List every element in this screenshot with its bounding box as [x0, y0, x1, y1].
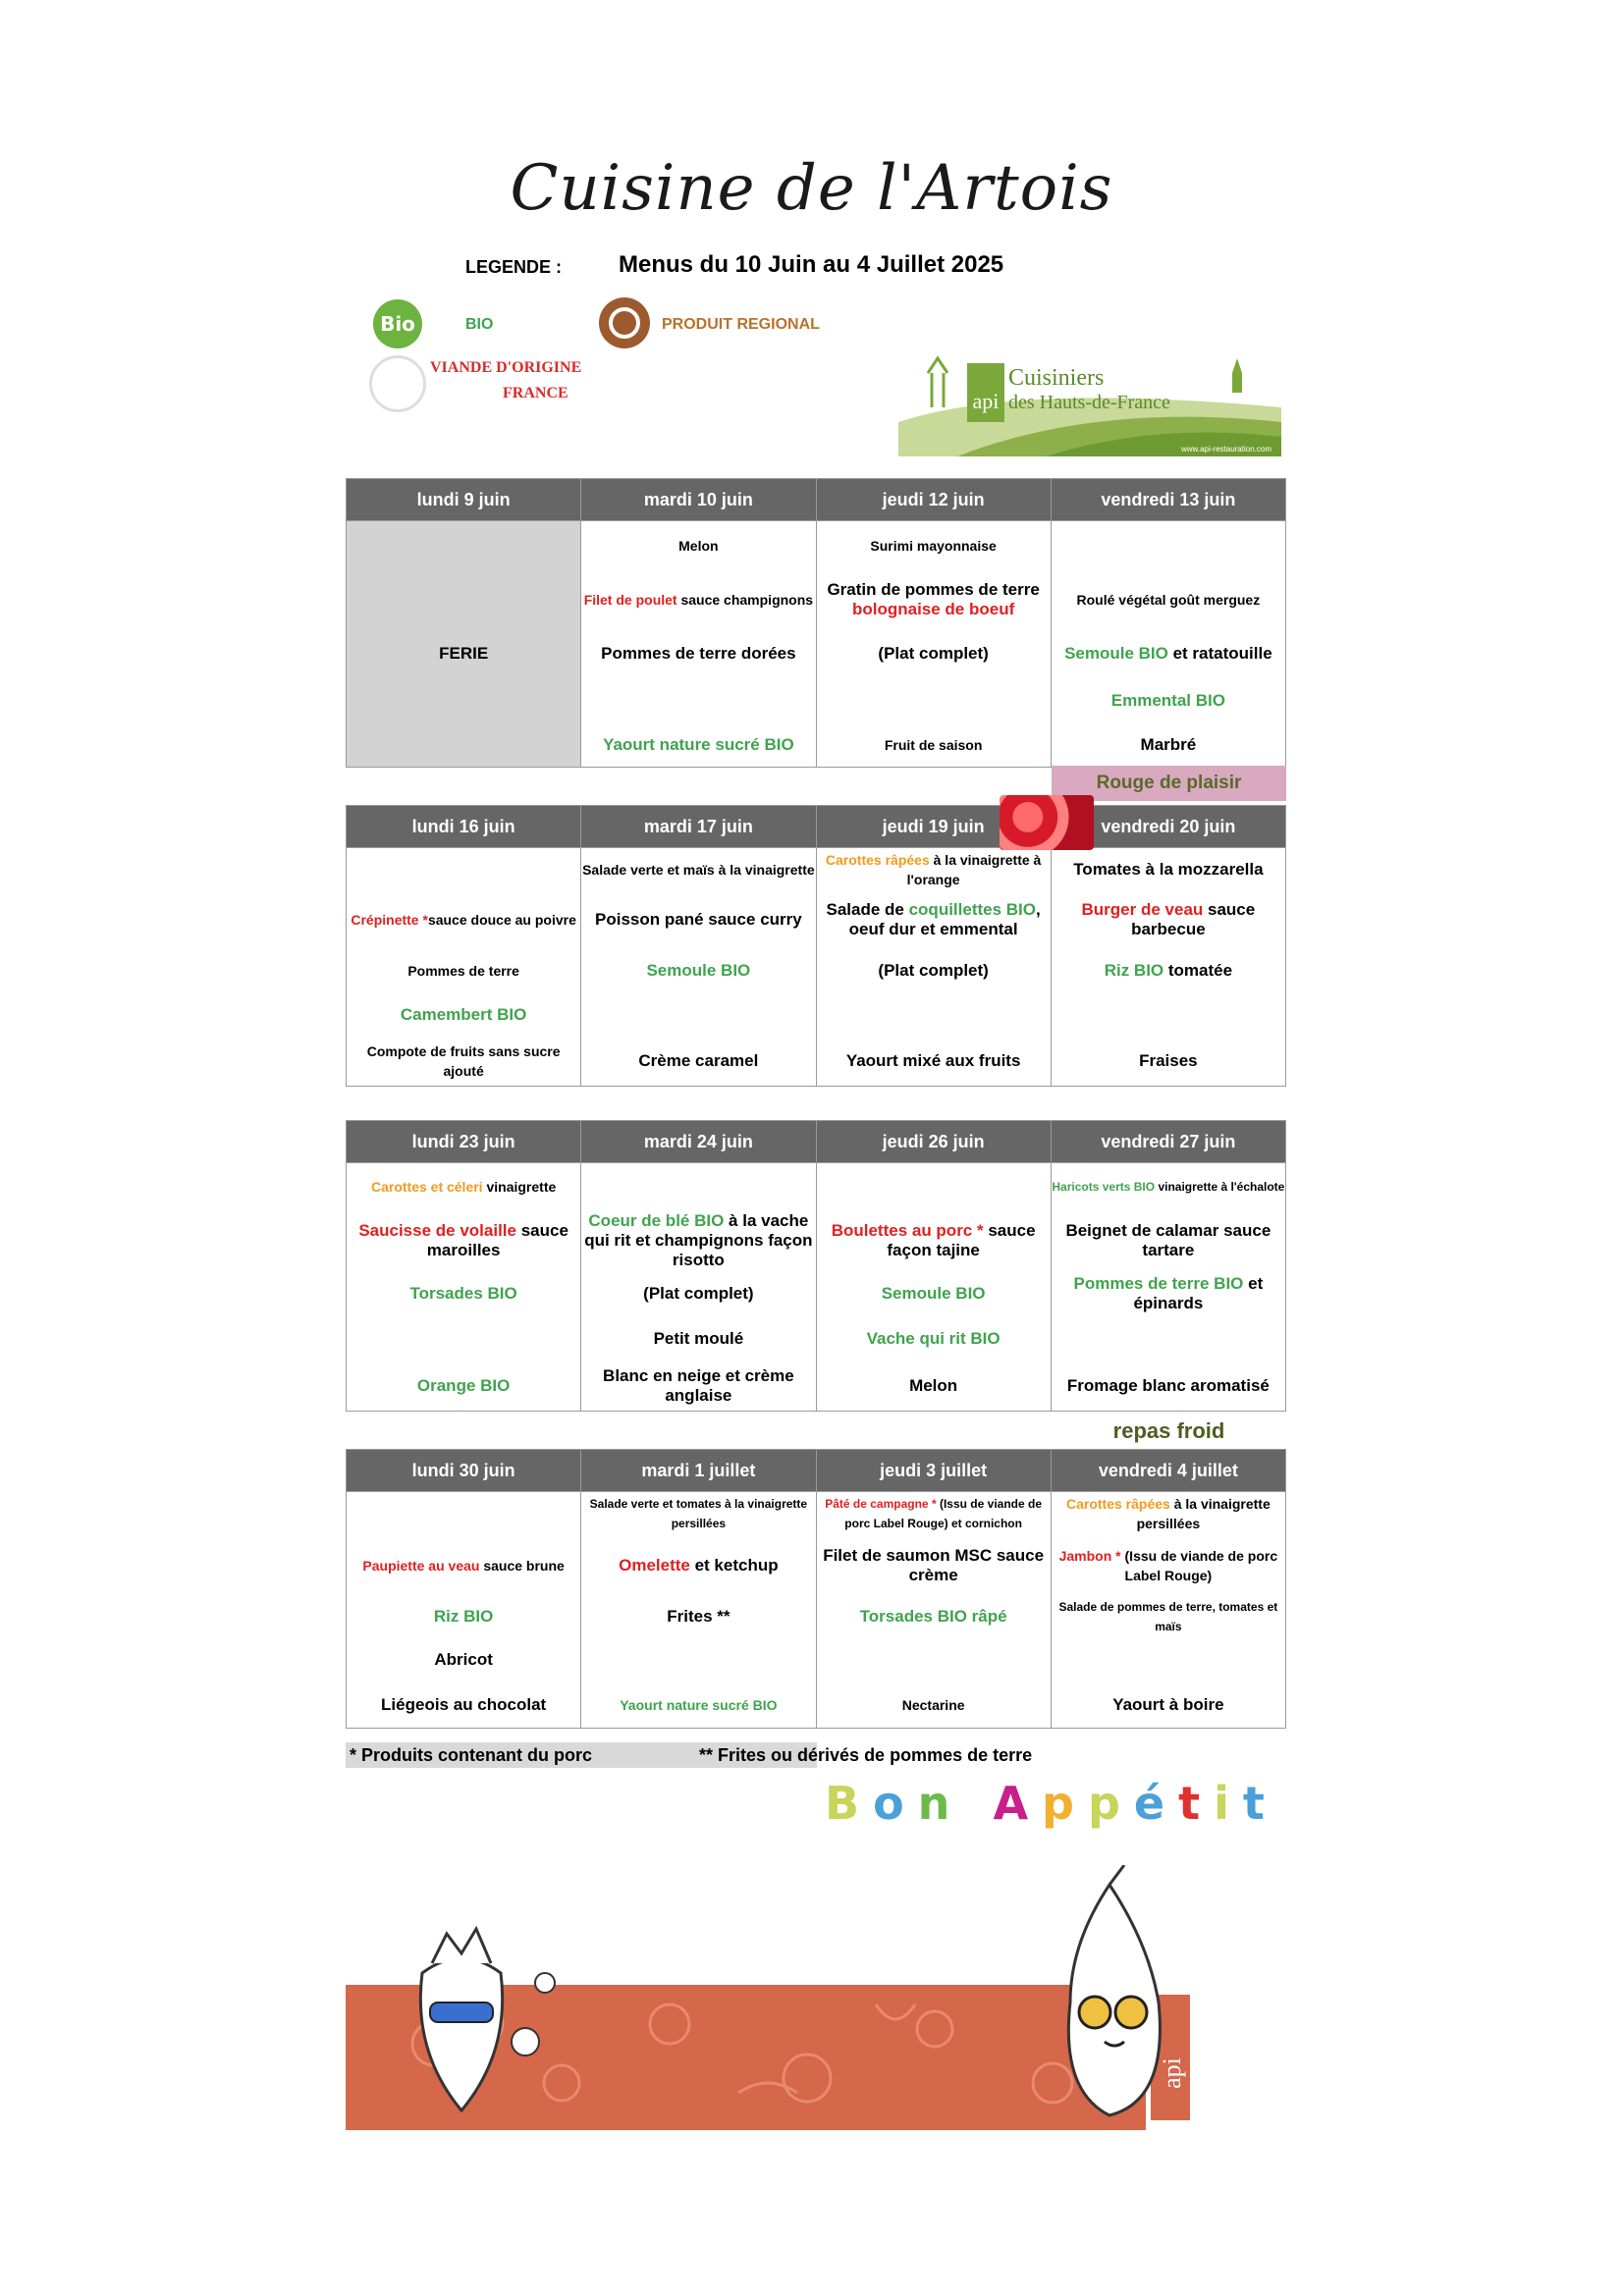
menu-item-text: Emmental BIO	[1110, 691, 1225, 710]
menu-item-text: Pommes de terre dorées	[601, 644, 796, 663]
menu-item	[581, 848, 815, 891]
menu-item	[347, 1037, 580, 1086]
menu-item	[1052, 1492, 1285, 1535]
day-menu	[1051, 1163, 1285, 1412]
day-header: vendredi 4 juillet	[1051, 1450, 1285, 1492]
menu-item	[347, 891, 580, 948]
menu-item	[347, 948, 580, 993]
bon-appetit-letter: A	[993, 1777, 1043, 1830]
menu-item-text: Salade verte et tomates à la vinaigrette persillées	[589, 1497, 808, 1530]
bon-appetit-letter	[963, 1777, 993, 1830]
menu-item	[581, 1535, 815, 1596]
menu-item	[581, 629, 815, 678]
day-menu	[1051, 848, 1285, 1087]
footnote-fries: ** Frites ou dérivés de pommes de terre	[699, 1745, 1033, 1765]
menu-item-text: Nectarine	[901, 1697, 965, 1713]
menu-item	[581, 948, 815, 993]
bon-appetit-letter: B	[825, 1777, 874, 1830]
menu-item	[1052, 1271, 1285, 1316]
menu-item-text: bolognaise de boeuf	[851, 600, 1015, 618]
menu-item-text: , oeuf dur et emmental	[848, 900, 1041, 938]
menu-item-text: Burger de veau	[1081, 900, 1204, 919]
day-menu	[347, 521, 581, 768]
menu-item-text: Yaourt à boire	[1112, 1695, 1224, 1714]
menu-item	[817, 1637, 1051, 1682]
day-menu	[347, 848, 581, 1087]
menu-item-text: Semoule BIO	[646, 961, 751, 980]
menu-item-text: Salade de pommes de terre, tomates et maïs	[1058, 1600, 1278, 1633]
logo-brand: api	[972, 389, 1000, 413]
menu-item-text: Beignet de calamar sauce tartare	[1065, 1221, 1271, 1259]
bon-appetit-letter: t	[1178, 1777, 1215, 1830]
menu-item	[347, 1362, 580, 1411]
menu-item	[1052, 993, 1285, 1037]
day-menu	[581, 521, 816, 768]
menu-item-text: et ratatouille	[1167, 644, 1272, 663]
day-menu	[347, 1492, 581, 1729]
menu-item	[581, 1682, 815, 1728]
menu-item	[817, 521, 1051, 570]
day-menu	[816, 1163, 1051, 1412]
menu-item-text: sauce barbecue	[1131, 900, 1256, 938]
menu-item-text: sauce maroilles	[426, 1221, 568, 1259]
regional-product-icon	[599, 297, 650, 348]
menu-item	[817, 1163, 1051, 1210]
menu-item-text: Semoule BIO	[881, 1284, 986, 1303]
menu-item	[1052, 1682, 1285, 1728]
day-header: mardi 1 juillet	[581, 1450, 816, 1492]
day-menu	[347, 1163, 581, 1412]
menu-item	[817, 1271, 1051, 1316]
menu-item-text: Torsades BIO râpé	[859, 1607, 1007, 1626]
menu-item	[817, 1037, 1051, 1086]
menu-item	[581, 1037, 815, 1086]
menu-item	[347, 1271, 580, 1316]
menu-item	[1052, 1163, 1285, 1210]
menu-week-1	[346, 478, 1286, 768]
menu-item-text: Carottes râpées	[825, 852, 930, 868]
menu-item	[581, 1271, 815, 1316]
menu-item	[347, 1163, 580, 1210]
menu-item	[347, 629, 580, 678]
menu-item-text: Semoule BIO	[1064, 644, 1168, 663]
logo-url: www.api-restauration.com	[1180, 445, 1271, 454]
menu-item	[347, 1682, 580, 1728]
menu-item-text: Salade verte et maïs à la vinaigrette	[582, 862, 815, 878]
menu-item-text: Orange BIO	[416, 1376, 511, 1395]
menu-item	[581, 1492, 815, 1535]
menu-item-text: Petit moulé	[653, 1329, 744, 1348]
menu-item-text: Pommes de terre BIO	[1073, 1274, 1244, 1293]
menu-item	[817, 1492, 1051, 1535]
menu-item-text: sauce douce au poivre	[427, 912, 576, 928]
menu-item-text: et ketchup	[689, 1556, 779, 1575]
menu-item	[817, 1316, 1051, 1362]
menu-week-2	[346, 805, 1286, 1087]
menu-item-text: sauce brune	[479, 1558, 565, 1574]
menu-item-text: Saucisse de volaille	[358, 1221, 516, 1240]
menu-item	[817, 1535, 1051, 1596]
menu-item-text: Jambon *	[1058, 1548, 1121, 1564]
menu-item	[581, 1362, 815, 1411]
legend-bio: BIO	[465, 316, 494, 333]
menu-item-text: Fromage blanc aromatisé	[1066, 1376, 1270, 1395]
menu-item-text: Yaourt mixé aux fruits	[845, 1051, 1021, 1070]
menu-item-text: Poisson pané sauce curry	[595, 910, 802, 929]
menu-item	[347, 1596, 580, 1637]
bon-appetit-letter: o	[873, 1777, 918, 1830]
menu-item-text: Carottes et céleri	[370, 1179, 483, 1195]
menu-item-text: Salade de	[826, 900, 909, 919]
menu-item	[817, 723, 1051, 767]
menu-item	[581, 1316, 815, 1362]
menu-item	[1052, 948, 1285, 993]
menu-item	[1052, 1535, 1285, 1596]
menu-item	[817, 993, 1051, 1037]
bon-appetit-letter: t	[1242, 1777, 1278, 1830]
menu-item-text: vinaigrette	[482, 1179, 557, 1195]
menu-item	[817, 1210, 1051, 1271]
footnote-pork: * Produits contenant du porc	[350, 1745, 593, 1765]
day-menu	[581, 848, 816, 1087]
menu-item	[1052, 570, 1285, 629]
menu-item	[1052, 678, 1285, 723]
bon-appetit	[825, 1777, 1278, 1830]
menu-item-text: vinaigrette à l'échalote	[1155, 1180, 1285, 1194]
menu-item-text: Yaourt nature sucré BIO	[603, 735, 794, 754]
menu-item	[817, 678, 1051, 723]
menu-item-text: FERIE	[439, 644, 489, 663]
menu-item	[347, 1637, 580, 1682]
menu-item-text: Riz BIO	[433, 1607, 494, 1626]
menu-item-text: Crépinette *	[351, 912, 428, 928]
menu-item-text: (Plat complet)	[878, 961, 989, 980]
strawberry-illustration	[363, 1895, 560, 2130]
menu-item	[817, 948, 1051, 993]
bon-appetit-letter: p	[1042, 1777, 1088, 1830]
menu-item-text: Roulé végétal goût merguez	[1076, 592, 1261, 608]
menu-item	[817, 1682, 1051, 1728]
menu-item	[347, 848, 580, 891]
menu-item	[1052, 629, 1285, 678]
day-header: mardi 24 juin	[581, 1121, 816, 1163]
menu-item	[1052, 1210, 1285, 1271]
menu-item-text: Compote de fruits sans sucre ajouté	[366, 1043, 561, 1079]
menu-item-text: (Issu de viande de porc Label Rouge) et cornichon	[844, 1497, 1042, 1530]
menu-item	[1052, 723, 1285, 767]
menu-item	[581, 1637, 815, 1682]
menu-item	[817, 1362, 1051, 1411]
menu-item	[817, 1596, 1051, 1637]
menu-item	[1052, 1637, 1285, 1682]
menu-item-text: Filet de poulet	[583, 592, 677, 608]
day-header: mardi 17 juin	[581, 806, 816, 848]
menu-item	[347, 1535, 580, 1596]
menu-item	[581, 678, 815, 723]
france-flag-icon	[369, 355, 426, 412]
menu-item	[347, 570, 580, 629]
day-menu	[1051, 1492, 1285, 1729]
menu-item	[1052, 1596, 1285, 1637]
day-header: jeudi 19 juin	[816, 806, 1051, 848]
menu-item	[1052, 1037, 1285, 1086]
menu-item	[581, 1163, 815, 1210]
menu-item	[1052, 891, 1285, 948]
menu-item	[817, 629, 1051, 678]
bon-appetit-letter: n	[917, 1777, 964, 1830]
page-title: Cuisine de l'Artois	[510, 152, 1113, 225]
day-menu	[581, 1492, 816, 1729]
repas-froid-tag: repas froid	[1112, 1418, 1225, 1443]
menu-item	[1052, 521, 1285, 570]
menu-item-text: tomatée	[1163, 961, 1233, 980]
menu-item	[347, 1210, 580, 1271]
menu-item	[581, 1210, 815, 1271]
menu-item	[347, 1316, 580, 1362]
menu-item-text: sauce champignons	[676, 592, 814, 608]
menu-item	[817, 570, 1051, 629]
menu-item	[347, 678, 580, 723]
menu-item-text: Torsades BIO	[409, 1284, 517, 1303]
menu-item-text: Surimi mayonnaise	[870, 538, 997, 554]
legend-regional: PRODUIT REGIONAL	[662, 316, 820, 333]
day-header: lundi 9 juin	[347, 479, 581, 521]
bon-appetit-letter: é	[1133, 1777, 1179, 1830]
menu-item-text: Carottes râpées	[1065, 1496, 1170, 1512]
menu-item-text: Liégeois au chocolat	[381, 1695, 547, 1714]
menu-item-text: Blanc en neige et crème anglaise	[603, 1366, 794, 1405]
menu-item-text: à la vinaigrette à l'orange	[906, 852, 1042, 887]
menu-item	[581, 570, 815, 629]
bon-appetit-letter: p	[1087, 1777, 1134, 1830]
menu-item-text: (Plat complet)	[643, 1284, 754, 1303]
menu-item-text: et épinards	[1133, 1274, 1264, 1312]
menu-week-4	[346, 1449, 1286, 1729]
day-header: mardi 10 juin	[581, 479, 816, 521]
day-menu	[1051, 521, 1285, 768]
menu-item	[581, 993, 815, 1037]
banner-brand: api	[1158, 2057, 1186, 2089]
menu-item-text: Yaourt nature sucré BIO	[620, 1697, 778, 1713]
day-header: lundi 23 juin	[347, 1121, 581, 1163]
menu-item-text: Gratin de pommes de terre	[827, 580, 1040, 599]
day-header: jeudi 3 juillet	[816, 1450, 1051, 1492]
menu-item	[1052, 1316, 1285, 1362]
pear-illustration	[1011, 1865, 1208, 2130]
menu-item	[347, 521, 580, 570]
menu-item-text: Vache qui rit BIO	[866, 1329, 1001, 1348]
legend-label: LEGENDE :	[465, 257, 563, 277]
legend-origin-line1: VIANDE D'ORIGINE	[430, 359, 582, 376]
menu-item-text: Marbré	[1140, 735, 1197, 754]
day-header: vendredi 13 juin	[1051, 479, 1285, 521]
menu-period: Menus du 10 Juin au 4 Juillet 2025	[619, 251, 1004, 278]
menu-item-text: Melon	[678, 538, 719, 554]
logo-line1: Cuisiniers	[1008, 365, 1105, 391]
menu-item	[581, 723, 815, 767]
menu-item-text: coquillettes BIO	[908, 900, 1037, 919]
day-menu	[816, 848, 1051, 1087]
menu-item-text: Abricot	[434, 1650, 493, 1669]
menu-item-text: Omelette	[619, 1556, 690, 1575]
day-menu	[581, 1163, 816, 1412]
menu-item-text: Haricots verts BIO	[1052, 1180, 1156, 1194]
menu-item	[1052, 1362, 1285, 1411]
day-header: vendredi 20 juin	[1051, 806, 1285, 848]
menu-item	[347, 993, 580, 1037]
rouge-de-plaisir-tag: Rouge de plaisir	[1052, 766, 1286, 801]
menu-item-text: Filet de saumon MSC sauce crème	[823, 1546, 1045, 1584]
menu-item-text: Paupiette au veau	[362, 1558, 480, 1574]
menu-item	[347, 1492, 580, 1535]
day-header: jeudi 12 juin	[816, 479, 1051, 521]
menu-item-text: Crème caramel	[638, 1051, 759, 1070]
day-menu	[816, 1492, 1051, 1729]
menu-item	[817, 848, 1051, 891]
menu-item-text: Melon	[909, 1376, 958, 1395]
day-header: jeudi 26 juin	[816, 1121, 1051, 1163]
menu-item-text: Coeur de blé BIO	[588, 1211, 725, 1230]
menu-item-text: Pâté de campagne *	[825, 1497, 937, 1511]
api-cuisiniers-logo	[898, 353, 1281, 456]
menu-item-text: à la vinaigrette persillées	[1136, 1496, 1271, 1531]
bio-icon: Bio	[373, 299, 422, 348]
menu-item	[1052, 848, 1285, 891]
menu-item-text: à la vache qui rit et champignons façon risotto	[584, 1211, 813, 1269]
menu-item-text: Fraises	[1139, 1051, 1198, 1070]
day-header: lundi 16 juin	[347, 806, 581, 848]
menu-item	[581, 891, 815, 948]
menu-item-text: (Issu de viande de porc Label Rouge)	[1120, 1548, 1278, 1583]
logo-line2: des Hauts-de-France	[1008, 392, 1170, 413]
menu-item-text: Riz BIO	[1104, 961, 1164, 980]
day-menu	[816, 521, 1051, 768]
menu-item-text: Frites **	[667, 1607, 730, 1626]
menu-item-text: (Plat complet)	[878, 644, 989, 663]
red-fruits-image	[1000, 795, 1094, 850]
legend-origin-line2: FRANCE	[503, 385, 568, 401]
menu-item-text: Fruit de saison	[884, 737, 983, 753]
menu-item	[581, 521, 815, 570]
menu-item-text: sauce façon tajine	[887, 1221, 1036, 1259]
menu-item-text: Tomates à la mozzarella	[1073, 860, 1264, 879]
menu-week-3	[346, 1120, 1286, 1412]
menu-item-text: Boulettes au porc *	[831, 1221, 984, 1240]
menu-item	[581, 1596, 815, 1637]
menu-item-text: Pommes de terre	[407, 963, 519, 979]
bon-appetit-letter: i	[1214, 1777, 1243, 1830]
menu-item	[347, 723, 580, 767]
menu-item	[817, 891, 1051, 948]
menu-item-text: Camembert BIO	[400, 1005, 527, 1024]
day-header: lundi 30 juin	[347, 1450, 581, 1492]
day-header: vendredi 27 juin	[1051, 1121, 1285, 1163]
